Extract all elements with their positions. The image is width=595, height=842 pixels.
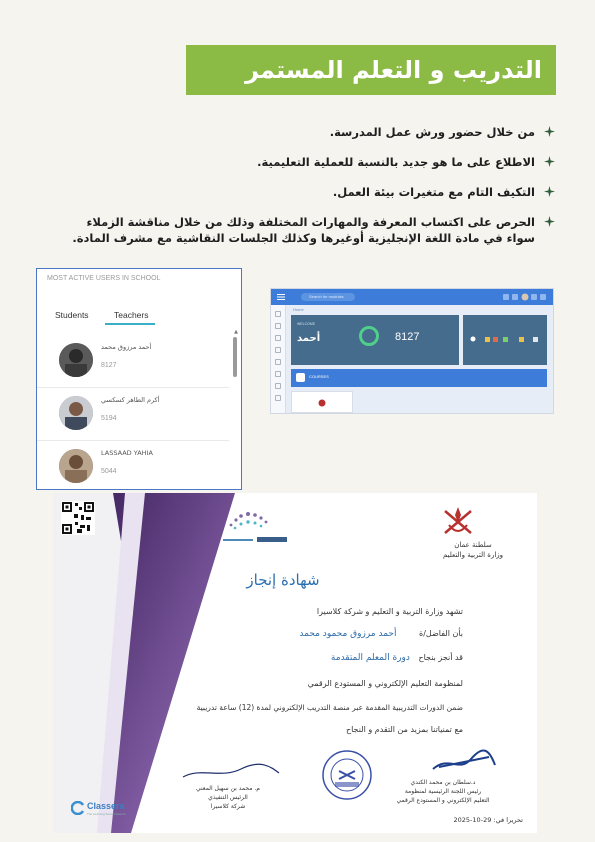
sparkle-icon: [544, 156, 555, 167]
dashboard-screenshot: [270, 288, 554, 414]
user-tabs: [37, 307, 241, 327]
points-value: 8127: [395, 331, 420, 343]
sparkle-icon: [544, 186, 555, 197]
active-tab-indicator: [105, 323, 155, 325]
scrollbar[interactable]: [233, 337, 237, 377]
stats-card: [463, 315, 547, 365]
recipient-label: بأن الفاضل/ة: [419, 629, 463, 638]
user-score: 5044: [101, 468, 117, 475]
user-name: LASSAAD YAHIA: [101, 449, 153, 457]
user-name: أكرم الطاهر كسكسي: [101, 396, 160, 404]
breadcrumb[interactable]: Home: [293, 307, 304, 312]
qr-code-icon: [61, 501, 95, 535]
course-line: [163, 653, 463, 663]
tab-teachers[interactable]: Teachers: [114, 310, 149, 320]
list-item[interactable]: [37, 335, 229, 388]
scroll-up-icon[interactable]: ▲: [234, 329, 238, 335]
left-signer-title1: الرئيس التنفيذي: [208, 794, 248, 801]
bullet-text: الحرص على اكتساب المعرفة والمهارات المختلفة وذلك من خلال مناقشة الزملاء سواء في مادة اللغة الإنجليزية أوغيرها وكذلك الجلسات النقاشية مع مشرف المادة.: [72, 215, 535, 245]
tab-students[interactable]: Students: [55, 310, 89, 320]
certificate-title: شهادة إنجاز: [246, 571, 320, 589]
recipient-line: [163, 629, 463, 639]
course-card[interactable]: [291, 391, 353, 413]
bullet-text: التكيف التام مع متغيرات بيئة العمل.: [332, 185, 535, 199]
classera-tagline: The Learning Social Network: [87, 812, 126, 816]
ministry-label: وزارة التربية والتعليم: [442, 551, 504, 559]
certificate-intro: تشهد وزارة التربية و التعليم و شركة كلاسيرا: [316, 607, 463, 616]
sultanate-label: سلطنة عمان: [454, 541, 492, 549]
course-label: قد أنجز بنجاح: [418, 653, 463, 662]
search-input[interactable]: Search for modules: [301, 293, 355, 301]
panel-header: MOST ACTIVE USERS IN SCHOOL: [47, 275, 161, 282]
courses-bar: [291, 369, 547, 387]
bullet-item: [60, 214, 555, 246]
date-value: 29-10-2025: [453, 816, 492, 824]
top-bar: [271, 289, 553, 305]
recipient-name: أحمد مرزوق محمود محمد: [299, 629, 397, 639]
bullet-text: من خلال حضور ورش عمل المدرسة.: [329, 125, 535, 139]
user-name: أحمد مرزوق محمد: [101, 343, 152, 351]
right-signature-icon: [429, 745, 499, 775]
list-item[interactable]: [37, 388, 229, 441]
bullet-text: الاطلاع على ما هو جديد بالنسبة للعملية التعليمية.: [257, 155, 535, 169]
course-name: دورة المعلم المتقدمة: [330, 653, 410, 663]
course-emblem-icon: [318, 399, 326, 407]
right-signer-name: د.سلطان بن محمد الكندي: [410, 779, 476, 786]
certificate-line4: لمنظومة التعليم الإلكتروني و المستودع الرقمي: [307, 679, 463, 688]
date-label: تحريرا في:: [493, 816, 523, 824]
certificate: [53, 493, 537, 833]
section-title-banner: [186, 45, 556, 95]
user-name: أحمد: [297, 333, 321, 344]
avatar: [59, 449, 93, 483]
classera-brand: Classera: [87, 801, 125, 811]
menu-icon[interactable]: [277, 293, 285, 301]
sparkle-icon: [544, 216, 555, 227]
welcome-card: [291, 315, 459, 365]
bullet-list: [60, 124, 555, 260]
list-item[interactable]: [37, 441, 229, 490]
user-score: 5194: [101, 415, 117, 422]
avatar: [59, 396, 93, 430]
courses-label: COURSES: [309, 374, 329, 379]
bullet-item: [60, 184, 555, 200]
welcome-label: WELCOME: [297, 322, 316, 326]
side-nav: [271, 305, 286, 413]
issue-date: [413, 816, 523, 824]
bullet-item: [60, 154, 555, 170]
sparkle-icon: [544, 126, 555, 137]
ministry-logo-icon: [221, 505, 291, 549]
left-signer-title2: شركة كلاسيرا: [210, 803, 246, 810]
avatar: [59, 343, 93, 377]
bullet-item: [60, 124, 555, 140]
right-signer-title1: رئيس اللجنة الرئيسية لمنظومة: [404, 788, 482, 795]
certificate-line6: مع تمنياتنا بمزيد من التقدم و النجاح: [345, 725, 463, 734]
left-signature-icon: [181, 761, 281, 783]
courses-icon: [296, 373, 305, 382]
most-active-users-panel: [36, 268, 242, 490]
right-signer-title2: التعليم الإلكتروني و المستودع الرقمي: [396, 797, 490, 804]
progress-ring: [359, 326, 379, 346]
left-signer-name: م. محمد بن سهيل المعني: [195, 785, 260, 792]
toolbar-icons[interactable]: [503, 293, 547, 301]
oman-emblem-icon: [441, 503, 475, 539]
classera-logo-icon: [71, 801, 85, 815]
user-score: 8127: [101, 362, 117, 369]
certificate-line5: ضمن الدورات التدريبية المقدمة عبر منصة التدريب الإلكتروني لمدة (12) ساعة تدريبية: [196, 703, 463, 712]
section-title: التدريب و التعلم المستمر: [245, 56, 542, 84]
official-stamp-icon: [321, 749, 373, 801]
